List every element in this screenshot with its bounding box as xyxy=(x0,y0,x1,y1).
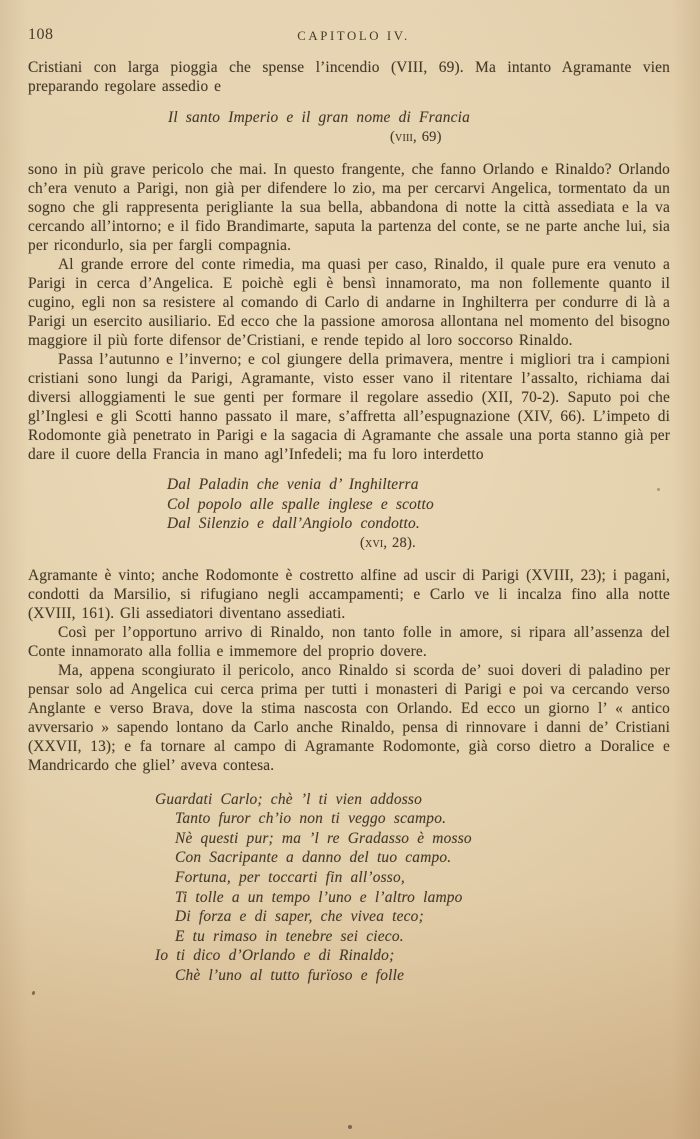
body-paragraph-7: Ma, appena scongiurato il pericolo, anco Rinaldo si scorda de’ suoi doveri di paladino per pensar solo ad Angelica cui cerca prima per tutti i monasteri di Parigi e poi va cercando verso Anglante e verso Brava, dove la stima nascosta con Orlando. Ed ecco un giorno l’ « antico avversario » sapendo lontano da Carlo anche Rinaldo, pensa di rinnovare i danni de’ Cristiani (XXVII, 13); e fa tornare al campo di Agramante Rodomonte, già corso dietro a Doralice e Mandricardo che gliel’ aveva contesa. xyxy=(28,661,670,774)
body-paragraph-2: sono in più grave pericolo che mai. In questo frangente, che fanno Orlando e Rinaldo? Orlando ch’era venuto a Parigi, non già per difendere lo zio, ma per cercarvi Angelica, tormentato da un sogno che gli rappresenta perigliante la sua bella, abbandona di notte la città assediata e la va cercando all’intorno; e il fido Brandimarte, saputa la partenza del conte, se ne parte anche lui, sia per ricondurlo, sia per fargli compagnia. xyxy=(28,161,670,255)
body-paragraph-4: Passa l’autunno e l’inverno; e col giungere della primavera, mentre i migliori tra i campioni cristiani sono lungi da Parigi, Agramante, visto esser vano il ritentare l’assalto, richiama dai diversi alloggiamenti le sue genti per formare il regolare assedio (XII, 70-2). Saputo poi che gl’Inglesi e gli Scotti hanno passato il mare, s’affretta all’espugnazione (XIV, 66). L’impeto di Rodomonte già penetrato in Parigi e la sagacia di Agramante che assale una porta stanno già per dare il cuore della Francia in mano agl’Infedeli; ma fu loro interdetto xyxy=(28,351,670,464)
verse-quote-3 xyxy=(155,790,670,986)
chapter-header: CAPITOLO IV. xyxy=(297,29,410,43)
verse-line: Chè l’uno al tutto furïoso e folle xyxy=(175,966,405,984)
verse-line: Tanto furor ch’io non ti veggo scampo. xyxy=(175,810,447,828)
verse-quote-1 xyxy=(168,108,670,147)
verse-line: Io ti dico d’Orlando e di Rinaldo; xyxy=(155,947,395,965)
verse-line: Di forza e di saper, che vivea teco; xyxy=(175,908,424,926)
ink-speck xyxy=(657,488,660,491)
verse-line: Col popolo alle spalle inglese e scotto xyxy=(167,495,434,513)
ink-speck xyxy=(31,991,35,996)
ink-speck xyxy=(348,1125,352,1129)
verse-line: E tu rimaso in tenebre sei cieco. xyxy=(175,927,404,945)
page-header xyxy=(28,26,670,48)
verse-line: Guardati Carlo; chè ’l ti vien addosso xyxy=(155,790,422,808)
body-paragraph-6: Così per l’opportuno arrivo di Rinaldo, non tanto folle in amore, si ripara all’assenza del Conte innamorato alla follia e immemore del proprio dovere. xyxy=(28,623,670,660)
verse-line: Ti tolle a un tempo l’uno e l’altro lampo xyxy=(175,888,463,906)
verse-quote-2 xyxy=(167,475,670,553)
verse-line: Il santo Imperio e il gran nome di Francia xyxy=(168,109,471,126)
verse-line: Dal Silenzio e dall’Angiolo condotto. xyxy=(167,515,420,533)
body-paragraph-3: Al grande errore del conte rimedia, ma quasi per caso, Rinaldo, il quale pure era venuto a Parigi in cerca d’Angelica. E poichè egli è bensì innamorato, ma non follemente quanto il cugino, egli non sa resistere al comando di Carlo di andarne in Inghilterra per condurre di là a Parigi un esercito ausiliario. Ed ecco che la passione amorosa allontana nel momento del bisogno maggiore il più forte difensor de’Cristiani, e rende tepido al loro soccorso Rinaldo. xyxy=(28,256,670,350)
body-paragraph-1: Cristiani con larga pioggia che spense l’incendio (VIII, 69). Ma intanto Agramante vien preparando regolare assedio e xyxy=(28,59,670,95)
verse-line: Con Sacripante a danno del tuo campo. xyxy=(175,849,452,867)
verse-citation: (xvi, 28). xyxy=(360,534,416,551)
verse-line: Fortuna, per toccarti fin all’osso, xyxy=(175,868,405,886)
body-paragraph-5: Agramante è vinto; anche Rodomonte è costretto alfine ad uscir di Parigi (XVIII, 23); i pagani, condotti da Marsilio, si rifugiano negli accampamenti; e Carlo ve li incalza fino alla notte (XVIII, 161). Gli assediatori diventano assediati. xyxy=(28,566,670,622)
verse-line: Nè questi pur; ma ’l re Gradasso è mosso xyxy=(175,829,472,847)
page-number: 108 xyxy=(28,26,54,43)
verse-line: Dal Paladin che venia d’ Inghilterra xyxy=(167,476,419,494)
verse-citation: (viii, 69) xyxy=(390,128,442,145)
